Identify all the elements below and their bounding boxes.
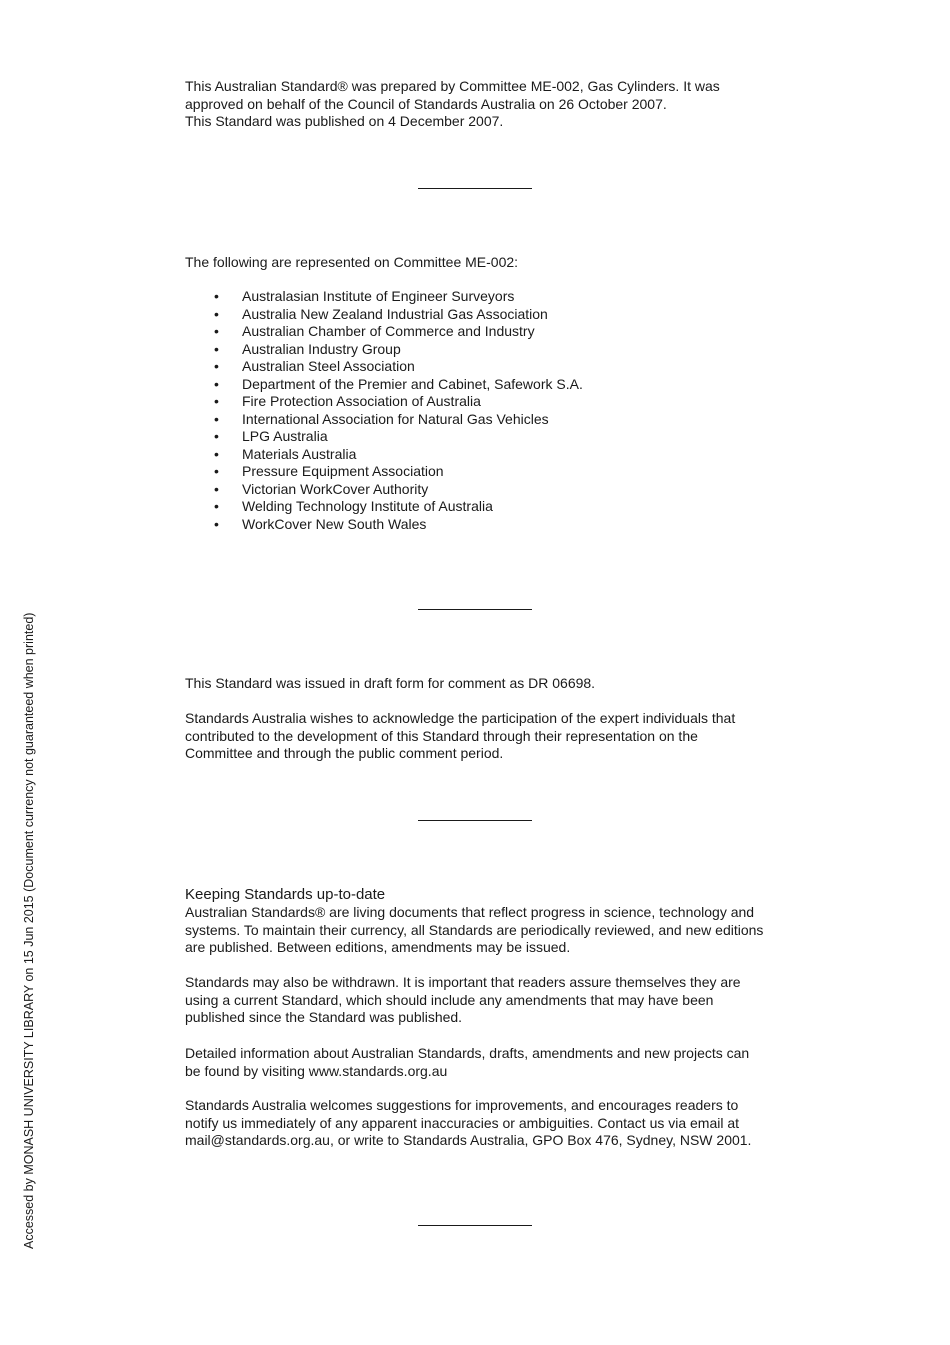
list-item [185, 323, 583, 341]
bullet: • [214, 515, 219, 532]
draft-line: This Standard was issued in draft form for comment as DR 06698. [185, 675, 596, 691]
bullet: • [214, 428, 219, 444]
up-to-date-para-4 [185, 1097, 775, 1150]
section-divider [418, 820, 532, 821]
preparation-line: approved on behalf of the Council of Standards Australia on 26 October 2007. [185, 95, 667, 112]
section-heading: Keeping Standards up-to-date [185, 886, 386, 903]
list-item [185, 288, 583, 306]
acknowledgement [185, 710, 775, 763]
list-item [185, 428, 583, 446]
acknowledgement-line: Standards Australia wishes to acknowledge the participation of the expert individuals that [185, 710, 736, 726]
list-item [185, 341, 583, 359]
member-name: Australian Steel Association [242, 358, 415, 374]
list-item [185, 446, 583, 464]
bullet: • [214, 288, 219, 304]
member-name: Welding Technology Institute of Australia [242, 498, 493, 514]
paragraph-line: using a current Standard, which should include any amendments that may have been [185, 991, 714, 1008]
up-to-date-heading-block [185, 886, 775, 904]
up-to-date-para-1 [185, 904, 775, 957]
committee-intro-text: The following are represented on Committee ME-002: [185, 254, 519, 270]
acknowledgement-line: Committee and through the public comment period. [185, 745, 504, 761]
paragraph-line: be found by visiting www.standards.org.au [185, 1062, 448, 1079]
up-to-date-para-2 [185, 974, 775, 1027]
list-item [185, 306, 583, 324]
preparation-line: This Standard was published on 4 December 2007. [185, 113, 504, 129]
bullet: • [214, 498, 219, 514]
bullet: • [214, 410, 219, 427]
member-name: Australia New Zealand Industrial Gas Association [242, 305, 548, 322]
list-item [185, 376, 583, 394]
member-name: Department of the Premier and Cabinet, Safework S.A. [242, 375, 583, 392]
member-name: International Association for Natural Gas Vehicles [242, 410, 549, 427]
paragraph-line: are published. Between editions, amendments may be issued. [185, 939, 571, 955]
acknowledgement-line: contributed to the development of this Standard through their representation on the [185, 727, 698, 744]
section-divider [418, 188, 532, 189]
preparation-line: This Australian Standard® was prepared by Committee ME-002, Gas Cylinders. It was [185, 78, 720, 94]
paragraph-line: published since the Standard was published. [185, 1009, 463, 1025]
draft-statement [185, 675, 775, 693]
bullet: • [214, 463, 219, 479]
list-item [185, 411, 583, 429]
bullet: • [214, 375, 219, 392]
paragraph-line: Australian Standards® are living documents that reflect progress in science, technology and [185, 904, 755, 920]
bullet: • [214, 393, 219, 409]
paragraph-line: mail@standards.org.au, or write to Standards Australia, GPO Box 476, Sydney, NSW 2001. [185, 1132, 752, 1148]
bullet: • [214, 323, 219, 339]
paragraph-line: systems. To maintain their currency, all Standards are periodically reviewed, and new editions [185, 921, 764, 938]
member-name: Pressure Equipment Association [242, 463, 444, 479]
bullet: • [214, 358, 219, 374]
section-divider [418, 609, 532, 610]
list-item [185, 516, 583, 534]
section-divider [418, 1225, 532, 1226]
member-name: Australasian Institute of Engineer Surveyors [242, 288, 515, 304]
committee-member-list [185, 288, 583, 533]
member-name: Australian Chamber of Commerce and Industry [242, 323, 535, 339]
list-item [185, 463, 583, 481]
member-name: Australian Industry Group [242, 340, 401, 357]
paragraph-line: Standards Australia welcomes suggestions for improvements, and encourages readers to [185, 1097, 739, 1113]
paragraph-line: Standards may also be withdrawn. It is important that readers assure themselves they are [185, 974, 741, 990]
paragraph-line: Detailed information about Australian Standards, drafts, amendments and new projects can [185, 1045, 750, 1061]
bullet: • [214, 480, 219, 497]
list-item [185, 481, 583, 499]
bullet: • [214, 445, 219, 462]
committee-intro [185, 254, 775, 272]
access-margin-note: Accessed by MONASH UNIVERSITY LIBRARY on 15 Jun 2015 (Document currency not guaranteed when printed) [22, 612, 36, 1249]
list-item [185, 498, 583, 516]
bullet: • [214, 305, 219, 322]
preparation-statement [185, 78, 775, 131]
bullet: • [214, 340, 219, 357]
paragraph-line: notify us immediately of any apparent inaccuracies or ambiguities. Contact us via email at [185, 1114, 740, 1131]
member-name: Materials Australia [242, 445, 357, 462]
member-name: Victorian WorkCover Authority [242, 480, 429, 497]
list-item [185, 393, 583, 411]
list-item [185, 358, 583, 376]
member-name: Fire Protection Association of Australia [242, 393, 481, 409]
up-to-date-para-3 [185, 1045, 775, 1080]
member-name: LPG Australia [242, 428, 328, 444]
member-name: WorkCover New South Wales [242, 515, 427, 532]
